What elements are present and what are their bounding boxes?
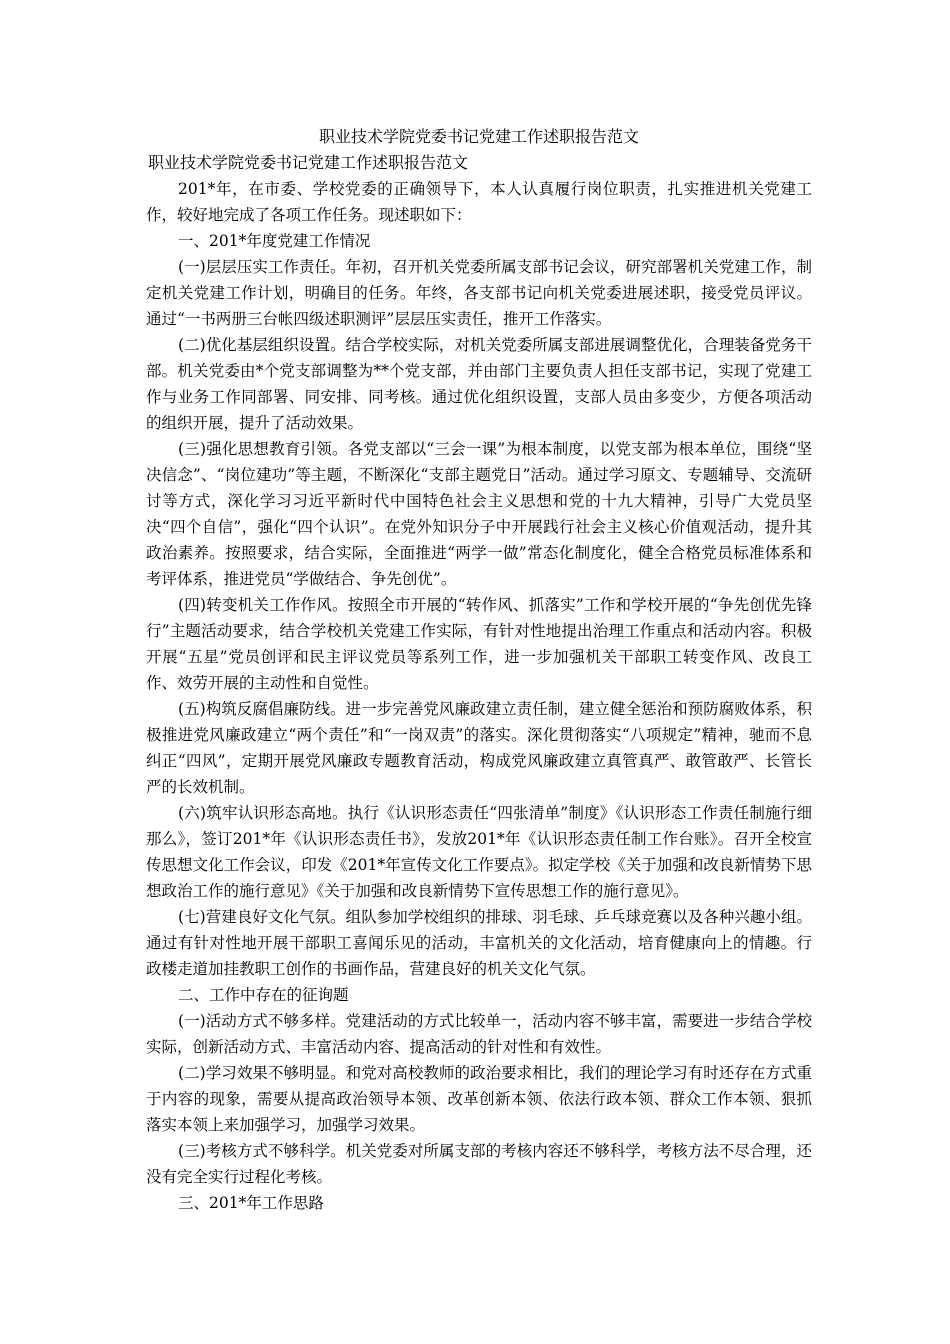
section-heading-2: 二、工作中存在的征询题 xyxy=(178,986,349,1004)
document-title: 职业技术学院党委书记党建工作述职报告范文 xyxy=(318,127,639,146)
section-heading-3: 三、201*年工作思路 xyxy=(178,1194,324,1212)
section2-paragraph: (三)考核方式不够科学。机关党委对所属支部的考核内容还不够科学，考核方法不尽合理，还没有完全实行过程化考核。 xyxy=(146,1142,812,1186)
section2-paragraph: (二)学习效果不够明显。和党对高校教师的政治要求相比，我们的理论学习有时还存在方式重于内容的现象，需要从提高政治领导本领、改革创新本领、依法行政本领、群众工作本领、狠抓落实本领上来加强学习，加强学习效果。 xyxy=(146,1064,812,1134)
document-page xyxy=(146,124,812,1216)
section1-paragraph: (四)转变机关工作作风。按照全市开展的“转作风、抓落实”工作和学校开展的“争先创优先锋行”主题活动要求，结合学校机关党建工作实际，有针对性地提出治理工作重点和活动内容。积极开展“五星”党员创评和民主评议党员等系列工作，进一步加强机关干部职工转变作风、改良工作、效劳开展的主动性和自觉性。 xyxy=(146,596,812,692)
section1-paragraph: (六)筑牢认识形态高地。执行《认识形态责任“四张清单”制度》《认识形态工作责任制施行细那么》，签订201*年《认识形态责任书》，发放201*年《认识形态责任制工作台账》。召开全校宣传思想文化工作会议，印发《201*年宣传文化工作要点》。拟定学校《关于加强和改良新情势下思想政治工作的施行意见》《关于加强和改良新情势下宣传思想工作的施行意见》。 xyxy=(146,804,812,900)
intro-paragraph: 201*年，在市委、学校党委的正确领导下，本人认真履行岗位职责，扎实推进机关党建工作，较好地完成了各项工作任务。现述职如下： xyxy=(146,180,812,224)
section2-paragraph: (一)活动方式不够多样。党建活动的方式比较单一，活动内容不够丰富，需要进一步结合学校实际，创新活动方式、丰富活动内容、提高活动的针对性和有效性。 xyxy=(146,1012,812,1056)
section1-paragraph: (二)优化基层组织设置。结合学校实际，对机关党委所属支部进展调整优化，合理装备党务干部。机关党委由*个党支部调整为**个党支部，并由部门主要负责人担任支部书记，实现了党建工作与业务工作同部署、同安排、同考核。通过优化组织设置，支部人员由多变少，方便各项活动的组织开展，提升了活动效果。 xyxy=(146,336,812,432)
section1-paragraph: (一)层层压实工作责任。年初，召开机关党委所属支部书记会议，研究部署机关党建工作，制定机关党建工作计划，明确目的任务。年终，各支部书记向机关党委进展述职，接受党员评议。通过“一书两册三台帐四级述职测评”层层压实责任，推开工作落实。 xyxy=(146,258,812,328)
document-subtitle: 职业技术学院党委书记党建工作述职报告范文 xyxy=(148,153,469,172)
section1-paragraph: (五)构筑反腐倡廉防线。进一步完善党风廉政建立责任制，建立健全惩治和预防腐败体系，积极推进党风廉政建立“两个责任”和“一岗双责”的落实。深化贯彻落实“八项规定”精神，驰而不息纠正“四风”，定期开展党风廉政专题教育活动，构成党风廉政建立真管真严、敢管敢严、长管长严的长效机制。 xyxy=(146,700,812,796)
section-heading-1: 一、201*年度党建工作情况 xyxy=(178,232,371,250)
section1-paragraph: (七)营建良好文化气氛。组队参加学校组织的排球、羽毛球、乒乓球竞赛以及各种兴趣小组。通过有针对性地开展干部职工喜闻乐见的活动，丰富机关的文化活动，培育健康向上的情趣。行政楼走道加挂教职工创作的书画作品，营建良好的机关文化气氛。 xyxy=(146,908,812,978)
section1-paragraph: (三)强化思想教育引领。各党支部以“三会一课”为根本制度，以党支部为根本单位，围绕“坚决信念”、“岗位建功”等主题，不断深化“支部主题党日”活动。通过学习原文、专题辅导、交流研讨等方式，深化学习习近平新时代中国特色社会主义思想和党的十九大精神，引导广大党员坚决“四个自信”，强化“四个认识”。在党外知识分子中开展践行社会主义核心价值观活动，提升其政治素养。按照要求，结合实际，全面推进“两学一做”常态化制度化，健全合格党员标准体系和考评体系，推进党员“学做结合、争先创优”。 xyxy=(146,440,812,588)
